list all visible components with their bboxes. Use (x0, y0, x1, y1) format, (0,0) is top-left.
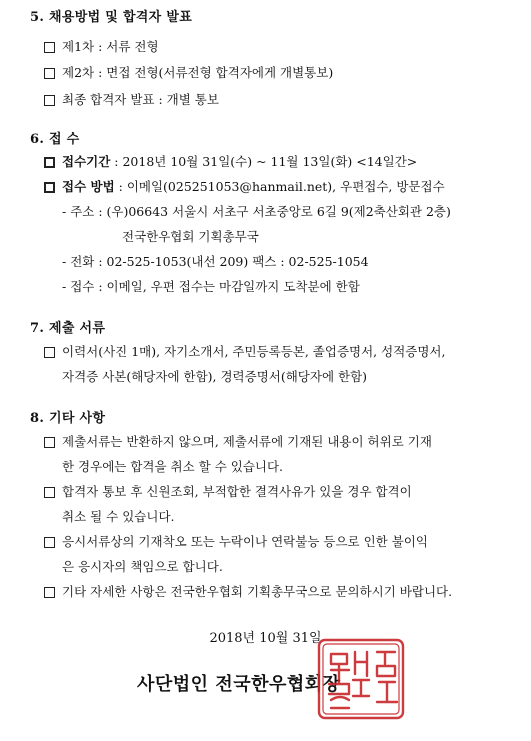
reception-method-label: 접수 방법 (62, 179, 115, 194)
checkbox (44, 182, 55, 193)
other-item-4-line-1: 기타 자세한 사항은 전국한우협회 기획총무국으로 문의하시기 바랍니다. (62, 584, 453, 599)
reception-period (62, 154, 417, 170)
section-6-title: 6. 접 수 (30, 132, 80, 147)
checkbox (44, 537, 55, 548)
checkbox (44, 437, 55, 448)
address-department: 전국한우협회 기획총무국 (122, 229, 259, 244)
address-line: - 주소 : (우)06643 서울시 서초구 서초중앙로 6길 9(제2축산회관 2층) (62, 204, 451, 219)
other-item-1-line-2: 한 경우에는 합격을 취소 할 수 있습니다. (62, 459, 284, 474)
list-item: 최종 합격자 발표 : 개별 통보 (62, 92, 219, 107)
documents-line-1: 이력서(사진 1매), 자기소개서, 주민등록등본, 졸업증명서, 성적증명서, (62, 344, 446, 359)
checkbox (44, 157, 55, 168)
documents-line-2: 자격증 사본(해당자에 한함), 경력증명서(해당자에 한함) (62, 369, 368, 384)
section-8-title: 8. 기타 사항 (30, 411, 106, 426)
official-seal-stamp (315, 636, 407, 722)
list-item: 제2차 : 면접 전형(서류전형 합격자에게 개별통보) (62, 65, 334, 80)
reception-period-label: 접수기간 (62, 154, 111, 169)
organization-name: 사단법인 전국한우협회장 (137, 674, 341, 695)
other-item-3-line-2: 은 응시자의 책임으로 합니다. (62, 559, 223, 574)
reception-note: - 접수 : 이메일, 우편 접수는 마감일까지 도착분에 한함 (62, 279, 360, 294)
reception-period-value: : 2018년 10월 31일(수) ~ 11월 13일(화) <14일간> (110, 154, 418, 169)
reception-method-value: : 이메일(025251053@hanmail.net), 우편접수, 방문접수 (114, 179, 445, 194)
checkbox (44, 42, 55, 53)
other-item-3-line-1: 응시서류상의 기재착오 또는 누락이나 연락불능 등으로 인한 불이익 (62, 534, 428, 549)
checkbox (44, 68, 55, 79)
checkbox (44, 587, 55, 598)
phone-fax-line: - 전화 : 02-525-1053(내선 209) 팩스 : 02-525-1054 (62, 254, 369, 269)
reception-method (62, 179, 445, 195)
notice-date: 2018년 10월 31일 (209, 631, 322, 646)
other-item-1-line-1: 제출서류는 반환하지 않으며, 제출서류에 기재된 내용이 허위로 기재 (62, 434, 432, 449)
section-5-title: 5. 채용방법 및 합격자 발표 (30, 10, 193, 25)
checkbox (44, 487, 55, 498)
checkbox (44, 95, 55, 106)
section-7-title: 7. 제출 서류 (30, 321, 106, 336)
other-item-2-line-2: 취소 될 수 있습니다. (62, 509, 175, 524)
list-item: 제1차 : 서류 전형 (62, 39, 159, 54)
checkbox (44, 347, 55, 358)
other-item-2-line-1: 합격자 통보 후 신원조회, 부적합한 결격사유가 있을 경우 합격이 (62, 484, 412, 499)
